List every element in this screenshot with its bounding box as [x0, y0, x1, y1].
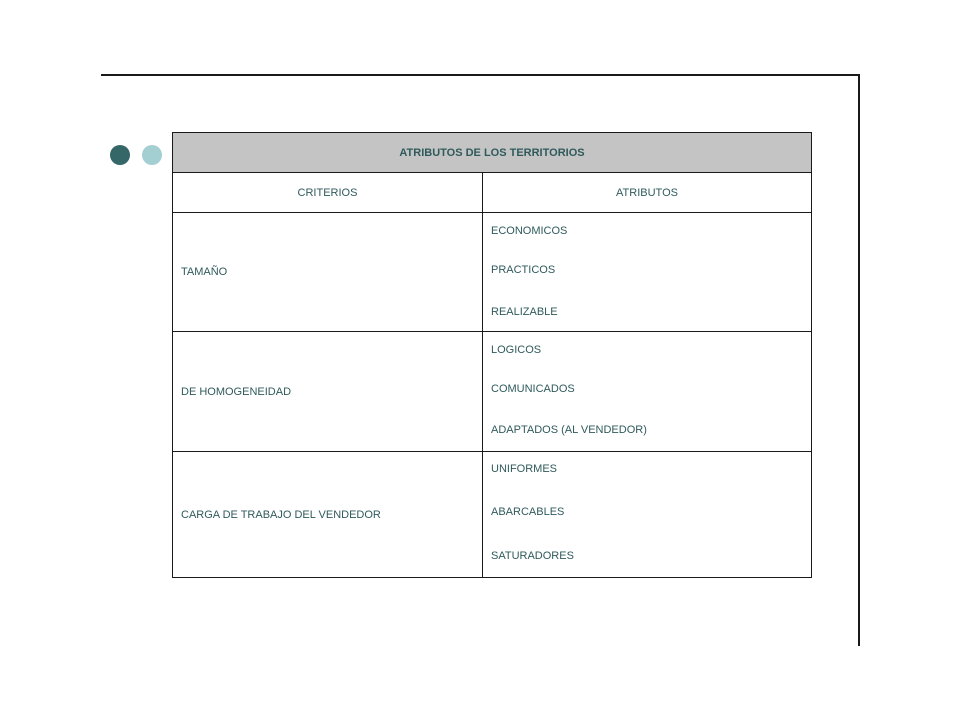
table-title: ATRIBUTOS DE LOS TERRITORIOS [173, 133, 812, 173]
table-row [173, 452, 812, 578]
attributes-table [172, 132, 812, 578]
bullet-dot-light [142, 145, 162, 165]
atributo-item: REALIZABLE [491, 306, 558, 318]
atributo-item: PRACTICOS [491, 264, 556, 276]
table-row [173, 332, 812, 452]
criterio-cell: CARGA DE TRABAJO DEL VENDEDOR [173, 452, 483, 578]
criterio-cell: TAMAÑO [173, 213, 483, 332]
criterio-cell: DE HOMOGENEIDAD [173, 332, 483, 452]
table-row [173, 213, 812, 332]
atributo-item: SATURADORES [491, 550, 574, 562]
bullet-dot-dark [110, 145, 130, 165]
table-title-row [173, 133, 812, 173]
right-border-line [858, 74, 860, 646]
atributos-cell [483, 213, 812, 332]
atributo-item: ECONOMICOS [491, 225, 568, 237]
header-criterios: CRITERIOS [173, 173, 483, 213]
top-border-line [101, 74, 860, 76]
header-atributos: ATRIBUTOS [483, 173, 812, 213]
atributos-cell [483, 452, 812, 578]
atributo-item: LOGICOS [491, 344, 542, 356]
atributos-cell [483, 332, 812, 452]
atributo-item: COMUNICADOS [491, 383, 575, 395]
atributo-item: ABARCABLES [491, 506, 565, 518]
atributo-item: UNIFORMES [491, 463, 557, 475]
table-header-row [173, 173, 812, 213]
atributo-item: ADAPTADOS (AL VENDEDOR) [491, 424, 647, 436]
